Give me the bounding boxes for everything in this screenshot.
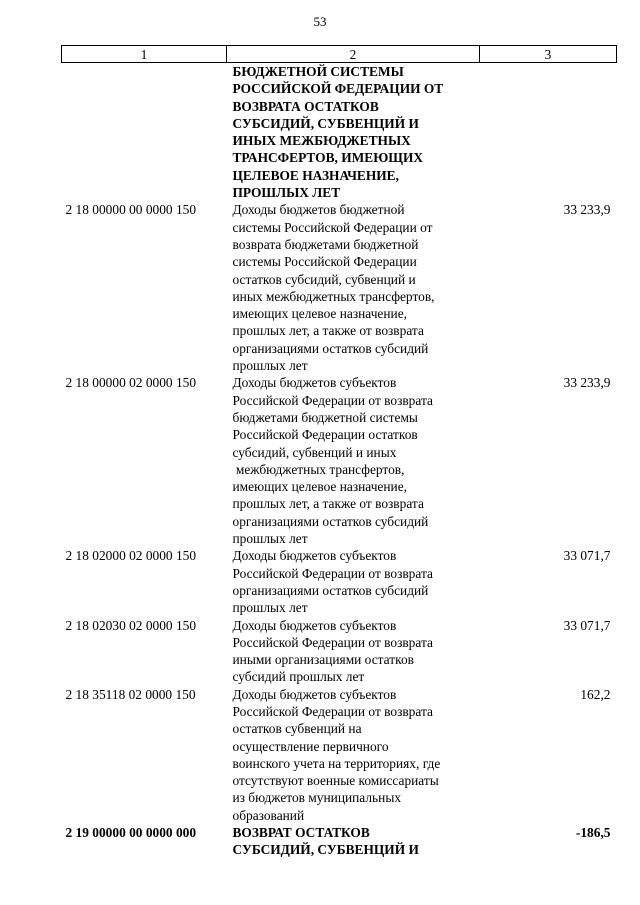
table-row [62, 374, 617, 547]
column-header-amount: 3 [480, 46, 617, 63]
revenue-item-name-line: бюджетами бюджетной системы [232, 409, 418, 425]
revenue-item-name-line: Российской Федерации от возврата [232, 634, 433, 650]
revenue-item-name-line: остатков субсидий, субвенций и [232, 271, 416, 287]
revenue-item-name-line: имеющих целевое назначение, [232, 306, 407, 322]
revenue-item-name-line: прошлых лет [232, 600, 308, 616]
revenue-item-name-line: иных межбюджетных трансфертов, [232, 288, 435, 304]
revenue-item-name-line: Доходы бюджетов субъектов [232, 617, 397, 633]
revenue-item-name-line: ИНЫХ МЕЖБЮДЖЕТНЫХ [232, 133, 411, 149]
column-number-header-row [62, 46, 617, 63]
revenue-item-name-line: субсидий прошлых лет [232, 669, 365, 685]
revenue-item-name-line: прошлых лет, а также от возврата [232, 496, 424, 512]
table-row [62, 686, 617, 824]
revenue-item-name-line: прошлых лет, а также от возврата [232, 323, 424, 339]
budget-classification-code: 2 18 02030 02 0000 150 [65, 617, 197, 633]
revenue-item-name-line: образований [232, 807, 305, 823]
amount-value: 162,2 [580, 686, 611, 702]
revenue-item-name-line: ТРАНСФЕРТОВ, ИМЕЮЩИХ [232, 150, 424, 166]
revenue-item-name-line: Доходы бюджетов субъектов [232, 548, 397, 564]
revenue-item-name-line: межбюджетных трансфертов, [232, 461, 405, 477]
revenue-item-name-line: прошлых лет [232, 531, 308, 547]
revenue-item-name [227, 617, 480, 686]
revenue-item-name-line: Российской Федерации остатков [232, 427, 418, 443]
revenue-item-name-line: ВОЗВРАТА ОСТАТКОВ [232, 98, 379, 114]
budget-classification-code [62, 63, 227, 202]
revenue-item-name-line: Доходы бюджетов субъектов [232, 375, 397, 391]
revenue-item-name-line: ЦЕЛЕВОЕ НАЗНАЧЕНИЕ, [232, 167, 399, 183]
revenue-item-name-line: возврата бюджетами бюджетной [232, 236, 419, 252]
revenue-item-name-line: иными организациями остатков [232, 652, 414, 668]
revenue-item-name-line: Доходы бюджетов субъектов [232, 686, 397, 702]
column-header-name: 2 [227, 46, 480, 63]
revenue-item-name-line: имеющих целевое назначение, [232, 479, 407, 495]
table-row [62, 824, 617, 859]
revenue-item-name-line: из бюджетов муниципальных [232, 790, 402, 806]
revenue-item-name-line: СУБСИДИЙ, СУБВЕНЦИЙ И [232, 115, 419, 131]
table-row [62, 547, 617, 616]
revenue-item-name-line: Российской Федерации от возврата [232, 703, 433, 719]
revenue-item-name-line: воинского учета на территориях, где [232, 755, 441, 771]
amount-value: 33 233,9 [563, 202, 611, 218]
page-number: 53 [313, 14, 327, 29]
revenue-item-name-line: БЮДЖЕТНОЙ СИСТЕМЫ [232, 64, 404, 79]
revenue-item-name-line: отсутствуют военные комиссариаты [232, 773, 439, 789]
revenue-item-name-line: организациями остатков субсидий [232, 582, 429, 598]
budget-classification-code: 2 18 00000 00 0000 150 [65, 202, 197, 218]
revenue-item-name [227, 824, 480, 859]
revenue-item-name-line: РОССИЙСКОЙ ФЕДЕРАЦИИ ОТ [232, 81, 444, 97]
revenue-item-name-line: прошлых лет [232, 358, 308, 374]
amount-value: 33 071,7 [563, 617, 611, 633]
budget-classification-code: 2 18 35118 02 0000 150 [65, 686, 196, 702]
amount-value [480, 63, 617, 202]
table-row [62, 63, 617, 202]
amount-value: 33 233,9 [563, 375, 611, 391]
revenue-item-name-line: Российской Федерации от возврата [232, 565, 433, 581]
revenue-item-name [227, 686, 480, 824]
revenue-item-name [227, 63, 480, 202]
revenue-item-name [227, 547, 480, 616]
revenue-item-name [227, 374, 480, 547]
table-body [62, 63, 617, 859]
column-header-code: 1 [62, 46, 227, 63]
table-row [62, 617, 617, 686]
revenue-item-name-line: ПРОШЛЫХ ЛЕТ [232, 185, 341, 201]
revenue-item-name-line: Доходы бюджетов бюджетной [232, 202, 405, 218]
budget-classification-code: 2 19 00000 00 0000 000 [65, 825, 197, 841]
budget-revenue-table [61, 45, 617, 859]
revenue-item-name [227, 201, 480, 374]
revenue-item-name-line: осуществление первичного [232, 738, 389, 754]
revenue-item-name-line: системы Российской Федерации [232, 254, 417, 270]
revenue-item-name-line: системы Российской Федерации от [232, 219, 433, 235]
amount-value: -186,5 [575, 825, 611, 841]
revenue-item-name-line: организациями остатков субсидий [232, 340, 429, 356]
amount-value: 33 071,7 [563, 548, 611, 564]
revenue-item-name-line: Российской Федерации от возврата [232, 392, 433, 408]
revenue-item-name-line: СУБСИДИЙ, СУБВЕНЦИЙ И [232, 842, 419, 858]
budget-classification-code: 2 18 02000 02 0000 150 [65, 548, 197, 564]
revenue-item-name-line: организациями остатков субсидий [232, 513, 429, 529]
revenue-item-name-line: остатков субвенций на [232, 721, 362, 737]
revenue-item-name-line: ВОЗВРАТ ОСТАТКОВ [232, 825, 370, 841]
table-row [62, 201, 617, 374]
revenue-item-name-line: субсидий, субвенций и иных [232, 444, 397, 460]
budget-classification-code: 2 18 00000 02 0000 150 [65, 375, 197, 391]
